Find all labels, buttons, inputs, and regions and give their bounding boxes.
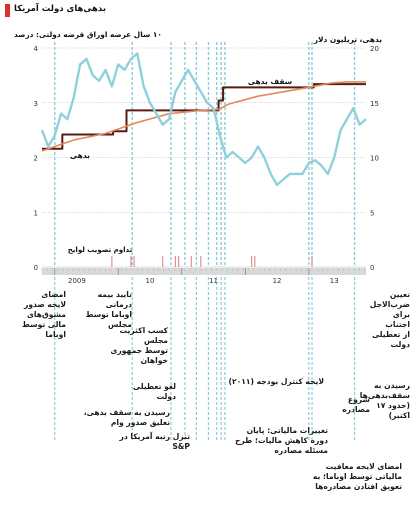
right-axis-label: بدهی، تریلیون دلار [313, 35, 382, 44]
left-tick-label: 0 [33, 264, 38, 272]
annotation-line: اوباما [45, 330, 66, 339]
gridlines [42, 48, 366, 267]
right-tick-label: 5 [370, 209, 375, 218]
event-annotation [366, 290, 410, 350]
annotation-line: تعیین [389, 290, 410, 299]
annotation-line: دوره کاهش مالیات؛ طرح [234, 436, 328, 445]
series-line [42, 53, 366, 184]
annotation-line: تنزل رتبه آمریکا در S&P [119, 432, 190, 451]
annotation-line: تغییرات مالیاتی: پایان [246, 426, 328, 435]
annotation-line: توسط جمهوری خواهان [110, 346, 168, 365]
series-label: بدهی [70, 151, 90, 160]
event-annotation [104, 326, 168, 366]
annotation-line: سقف‌بدهی‌ها [359, 391, 410, 400]
event-annotation [359, 381, 410, 421]
series-label: سقف بدهی [247, 77, 293, 86]
annotation-line: شروع [347, 395, 370, 404]
year-label: 2009 [68, 277, 86, 285]
annotation-line: رسیدن به [374, 381, 410, 390]
legislation-band [42, 246, 366, 285]
left-tick-label: 1 [33, 209, 38, 218]
left-tick-label: 2 [33, 154, 38, 163]
annotation-line: (حدود ۱۷ [376, 401, 410, 410]
annotation-line: از تعطیلی [371, 330, 410, 339]
right-tick-label: 20 [370, 45, 379, 53]
annotation-line: اکتبر) [388, 411, 410, 420]
annotation-line: دولت [390, 340, 410, 349]
annotation-line: برای اجتناب [385, 310, 410, 329]
event-annotation [18, 290, 66, 340]
event-annotation [80, 408, 170, 428]
chart-title: بدهی‌های دولت آمریکا [14, 4, 107, 14]
annotation-line: مشوق‌های [26, 310, 66, 319]
annotation-line: امضای لایحه معافیت [325, 462, 402, 471]
event-annotation [110, 432, 190, 452]
series-line [42, 84, 366, 149]
event-annotation [312, 462, 402, 492]
right-tick-label: 10 [370, 154, 379, 163]
annotation-line: لایحه کنترل بودجه (۲۰۱۱) [228, 377, 324, 386]
right-tick-label: 15 [370, 99, 379, 108]
series-line [42, 82, 366, 151]
annotation-line: مصادره [342, 405, 370, 414]
year-label: 13 [329, 277, 339, 285]
year-label: 10 [145, 277, 155, 285]
annotation-line: ضرب‌الاجل [369, 300, 410, 309]
event-annotation [224, 426, 328, 456]
year-label: 12 [272, 277, 282, 285]
annotation-line: تایید بیمه درمانی [97, 290, 132, 309]
annotation-line: رسیدن به سقف بدهی، تعلیق صدور وام [83, 408, 170, 427]
annotation-line: امضای [41, 290, 66, 299]
event-annotation [114, 382, 176, 402]
band-label: تداوم تصویب لوایح [67, 246, 133, 254]
series-lines [42, 53, 366, 184]
year-label: 11 [209, 277, 218, 285]
right-tick-label: 0 [370, 264, 375, 272]
annotation-line: مجلس [107, 320, 132, 329]
annotation-line: کسب اکثریت مجلس [119, 326, 168, 345]
annotation-line: لغو تعطیلی دولت [133, 382, 176, 401]
annotation-line: لایحه صدور [23, 300, 66, 309]
annotation-line: مالی توسط [22, 320, 66, 329]
event-annotation [224, 377, 324, 387]
annotation-line: مالیاتی توسط اوباما؛ به [312, 472, 402, 481]
left-tick-label: 4 [33, 45, 38, 53]
annotation-line: تعویق افتادن مصادره‌ها [315, 482, 402, 491]
left-axis-label: ۱۰ سال عرضه اوراق قرضه دولتی: درصد [14, 30, 162, 39]
annotation-line: اوباما توسط [85, 310, 132, 319]
event-annotation [70, 290, 132, 330]
left-tick-label: 3 [33, 99, 38, 108]
annotation-line: مسئله مصادره [274, 446, 328, 455]
